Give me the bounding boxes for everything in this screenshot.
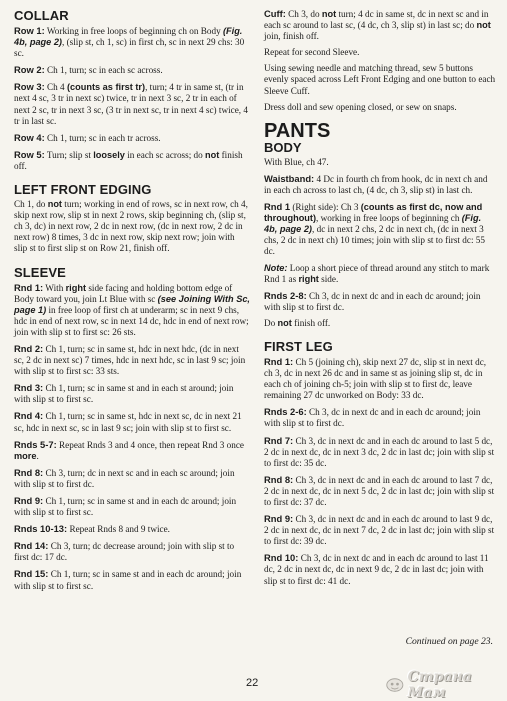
page-number: 22 [246, 677, 259, 689]
left-front-edging-heading: LEFT FRONT EDGING [14, 182, 152, 198]
sleeve-rnd-2: Rnd 2: Ch 1, turn; sc in same st, hdc in next hdc, (dc in next sc, 2 dc in next sc) 7 times, hdc in next hdc, sc in last 9 sc; join with slip st to first sc: 33 sts. [14, 342, 246, 377]
pants-heading: PANTS [264, 119, 331, 142]
leg-rnd-7: Rnd 7: Ch 3, dc in next dc and in each dc around to last 5 dc, 2 dc in next dc, dc in next 3 dc, 2 dc in last dc; join with slip st to first dc: 35 dc. [264, 434, 495, 468]
sleeve-rnds-5-7: Rnds 5-7: Repeat Rnds 3 and 4 once, then repeat Rnd 3 once more. [14, 438, 244, 461]
dress-doll-text: Dress doll and sew opening closed, or sew on snaps. [264, 101, 457, 112]
leg-rnd-9: Rnd 9: Ch 3, dc in next dc and in each dc around to last 9 dc, 2 dc in next dc, dc in next 7 dc, 2 dc in last dc; join with slip st to first dc: 39 dc. [264, 513, 495, 547]
pants-rnd-1: Rnd 1 (Right side): Ch 3 (counts as first dc, now and throughout), working in free loops of beginning ch (Fig. 4b, page 2), dc in next 2 chs, 2 dc in next ch, (dc in next 3 chs, 2 dc in next ch) 10 times; join with slip st to first dc: 55 dc. [264, 201, 485, 257]
with-blue-text: With Blue, ch 47. [264, 156, 329, 167]
watermark-text: Страна Мам [407, 669, 472, 701]
first-leg-heading: FIRST LEG [264, 338, 333, 354]
sleeve-rnds-10-13: Rnds 10-13: Repeat Rnds 8 and 9 twice. [14, 523, 170, 535]
edging-text: Ch 1, do not turn; working in end of rows, sc in next row, ch 4, skip next row, slip st in next 2 rows, skip beginning ch, (slip st, ch 3, dc) in next row, 2 dc in next row, (dc in next row, 2 dc in next row) 8 times, 3 dc in next row, skip next row; join with slip st to first slip st on Row 21, finish off. [14, 199, 248, 254]
sleeve-rnd-1: Rnd 1: With right side facing and holding bottom edge of Body toward you, join Lt Blue with sc (see Joining With Sc, page 1) in free loop of first ch at underarm; sc in next 9 chs, hdc in end of next row, sc in next 14 dc, hdc in end of next row; join with slip st to first sc: 26 sts. [14, 281, 250, 337]
leg-rnd-1: Rnd 1: Ch 5 (joining ch), skip next 27 dc, slip st in next dc, ch 3, dc in next 26 dc and in same st as joining slip st, dc in each ch of joining ch-5; join with slip st to first dc, leave remaining 27 dc unworked on Body: 33 dc. [264, 355, 487, 401]
left-column [14, 8, 250, 597]
right-side-note: Note: Loop a short piece of thread around any stitch to mark Rnd 1 as right side. [264, 262, 490, 284]
buttons-text: Using sewing needle and matching thread, sew 5 buttons evenly spaced across Left Front Edging and one button to each Sleeve Cuff. [264, 63, 496, 96]
collar-row-2: Row 2: Ch 1, turn; sc in each sc across. [14, 64, 163, 76]
leg-rnd-8: Rnd 8: Ch 3, dc in next dc and in each dc around to last 7 dc, 2 dc in next dc, dc in next 5 dc, 2 dc in last dc; join with slip st to first dc: 37 dc. [264, 473, 495, 507]
collar-row-5: Row 5: Turn; slip st loosely in each sc across; do not finish off. [14, 148, 243, 171]
sleeve-rnd-15: Rnd 15: Ch 1, turn; sc in same st and in each dc around; join with slip st to first sc. [14, 568, 242, 591]
do-not-finish-text: Do not finish off. [264, 317, 331, 328]
sleeve-rnd-8: Rnd 8: Ch 3, turn; dc in next sc and in each sc around; join with slip st to first dc. [14, 466, 235, 489]
collar-row-1: Row 1: Working in free loops of beginning ch on Body (Fig. 4b, page 2), (slip st, ch 1, sc) in first ch, sc in next 29 chs: 30 sc. [14, 25, 245, 59]
sleeve-rnd-9: Rnd 9: Ch 1, turn; sc in same st and in each dc around; join with slip st to first sc. [14, 495, 237, 518]
continued-note: Continued on page 23. [405, 636, 493, 647]
repeat-sleeve-text: Repeat for second Sleeve. [264, 47, 360, 58]
collar-heading: COLLAR [14, 8, 69, 23]
collar-row-3: Row 3: Ch 4 (counts as first tr), turn; 4 tr in same st, (tr in next 4 sc, 3 tr in next sc) twice, tr in next 3 sc, 2 tr in each of next 2 sc, tr in next 3 sc, (3 tr in next sc, tr in next 4 sc) twice, 4 tr in last sc. [14, 81, 248, 126]
body-subheading: BODY [264, 139, 302, 155]
collar-row-4: Row 4: Ch 1, turn; sc in each tr across. [14, 131, 161, 143]
watermark [385, 669, 503, 701]
sleeve-heading: SLEEVE [14, 264, 66, 280]
leg-rnds-2-6: Rnds 2-6: Ch 3, dc in next dc and in each dc around; join with slip st to first dc. [264, 406, 481, 429]
watermark-logo-icon [385, 675, 405, 695]
sleeve-rnd-4: Rnd 4: Ch 1, turn; sc in same st, hdc in next sc, dc in next 21 sc, hdc in next sc, sc in last 9 sc; join with slip st to first sc. [14, 410, 242, 433]
right-column [264, 8, 496, 592]
sleeve-rnd-3: Rnd 3: Ch 1, turn; sc in same st and in each st around; join with slip st to first sc. [14, 382, 234, 405]
cuff-instructions: Cuff: Ch 3, do not turn; 4 dc in same st, dc in next sc and in each sc around to last sc, (4 dc, ch 3, slip st) in last sc; do not join, finish off. [264, 8, 491, 42]
sleeve-rnd-14: Rnd 14: Ch 3, turn; dc decrease around; join with slip st to first dc: 17 dc. [14, 540, 235, 563]
waistband-instructions: Waistband: 4 Dc in fourth ch from hook, dc in next ch and in each ch across to last ch, (4 dc, ch 3, slip st) in last ch. [264, 172, 488, 195]
pants-rnds-2-8: Rnds 2-8: Ch 3, dc in next dc and in each dc around; join with slip st to first dc. [264, 289, 481, 312]
leg-rnd-10: Rnd 10: Ch 3, dc in next dc and in each dc around to last 11 dc, 2 dc in next dc, dc in next 9 dc, 2 dc in last dc; join with slip st to first dc: 41 dc. [264, 552, 489, 586]
